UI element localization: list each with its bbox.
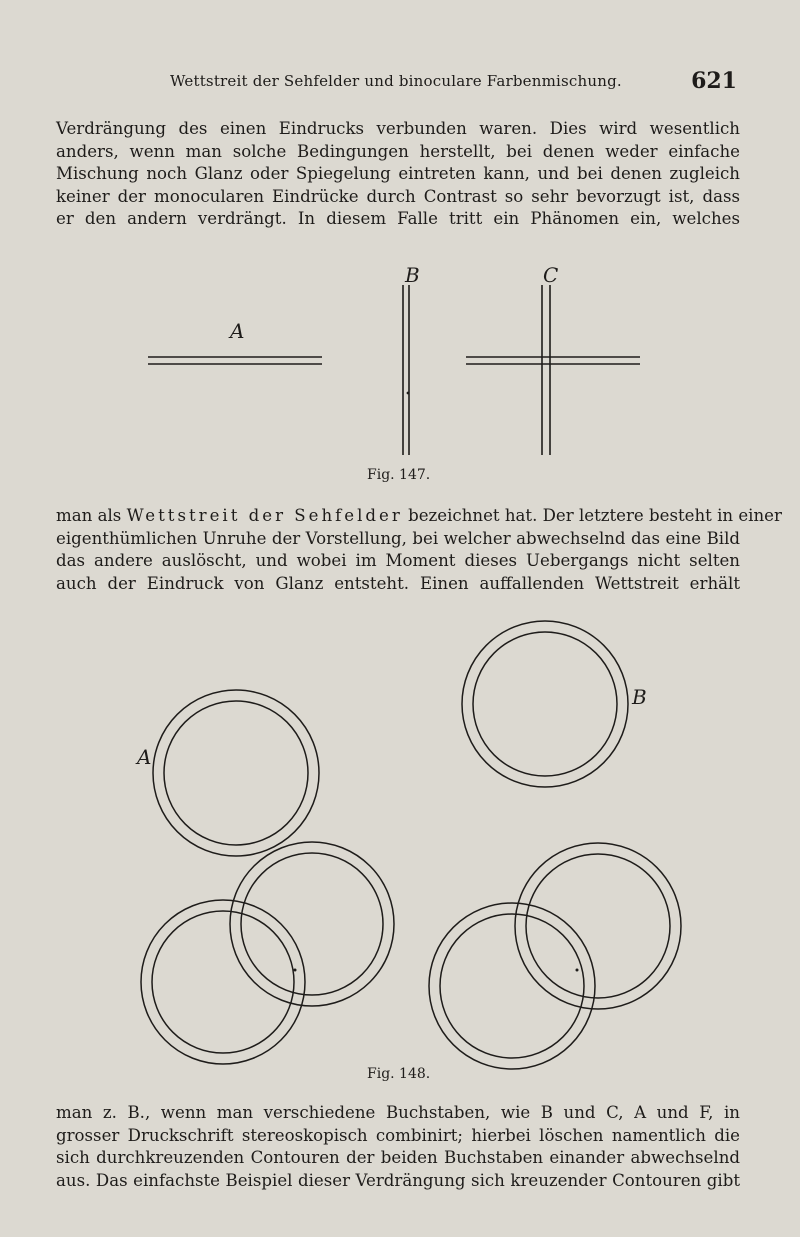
text-fragment: man als <box>56 506 127 525</box>
text-line: man z. B., wenn man verschiedene Buchstaben, wie B und C, A und F, in <box>56 1103 740 1122</box>
ring-e-inner <box>440 914 584 1058</box>
fig147-label-a: A <box>230 319 245 343</box>
text-line: aus. Das einfachste Beispiel dieser Verdrängung sich kreuzender Contouren gibt <box>56 1170 740 1190</box>
fig148-label-a: A <box>137 745 152 769</box>
fixation-dot <box>294 969 297 972</box>
text-line: eigenthümlichen Unruhe der Vorstellung, bei welcher abwechselnd das eine Bild <box>56 528 740 548</box>
text-line: auch der Eindruck von Glanz entsteht. Einen auffallenden Wettstreit erhält <box>56 573 740 593</box>
ring-f-outer <box>515 843 681 1009</box>
text-line: das andere auslöscht, und wobei im Moment dieses Uebergangs nicht selten <box>56 551 740 571</box>
ring-b-outer <box>462 621 628 787</box>
text-line: Verdrängung des einen Eindrucks verbunden waren. Dies wird wesentlich <box>56 119 740 138</box>
ring-e-outer <box>429 903 595 1069</box>
paragraph-3 <box>56 1102 740 1192</box>
text-line <box>56 505 782 528</box>
ring-d-inner <box>241 853 383 995</box>
text-fragment: bezeichnet hat. Der letztere besteht in einer <box>402 506 782 525</box>
text-line: grosser Druckschrift stereoskopisch combinirt; hierbei löschen namentlich die <box>56 1125 740 1145</box>
fig148-label-b: B <box>632 685 647 709</box>
page-number: 621 <box>691 68 737 94</box>
figure-147-caption: Fig. 147. <box>367 467 431 483</box>
ring-a-inner <box>164 701 308 845</box>
ring-c-outer <box>141 900 305 1064</box>
ring-f-inner <box>526 854 670 998</box>
text-line: sich durchkreuzenden Contouren der beiden Buchstaben einander abwechselnd <box>56 1148 740 1168</box>
ring-b-inner <box>473 632 617 776</box>
fixation-dot <box>407 392 410 395</box>
ring-c-inner <box>152 911 294 1053</box>
figure-148-rings <box>141 621 681 1069</box>
paragraph-2 <box>56 505 782 595</box>
fixation-dot <box>576 969 579 972</box>
running-title: Wettstreit der Sehfelder und binoculare Farbenmischung. <box>170 72 622 90</box>
figure-148-caption: Fig. 148. <box>367 1066 431 1082</box>
fig147-label-c: C <box>543 263 559 287</box>
text-line: anders, wenn man solche Bedingungen herstellt, bei denen weder einfache <box>56 141 740 161</box>
spaced-term: Wettstreit der Sehfelder <box>126 506 403 525</box>
text-line: Mischung noch Glanz oder Spiegelung eintreten kann, und bei denen zugleich <box>56 164 740 184</box>
ring-d-outer <box>230 842 394 1006</box>
fig147-label-b: B <box>405 263 420 287</box>
text-line: keiner der monocularen Eindrücke durch Contrast so sehr bevorzugt ist, dass <box>56 186 740 206</box>
ring-a-outer <box>153 690 319 856</box>
text-line: er den andern verdrängt. In diesem Falle tritt ein Phänomen ein, welches <box>56 209 740 229</box>
